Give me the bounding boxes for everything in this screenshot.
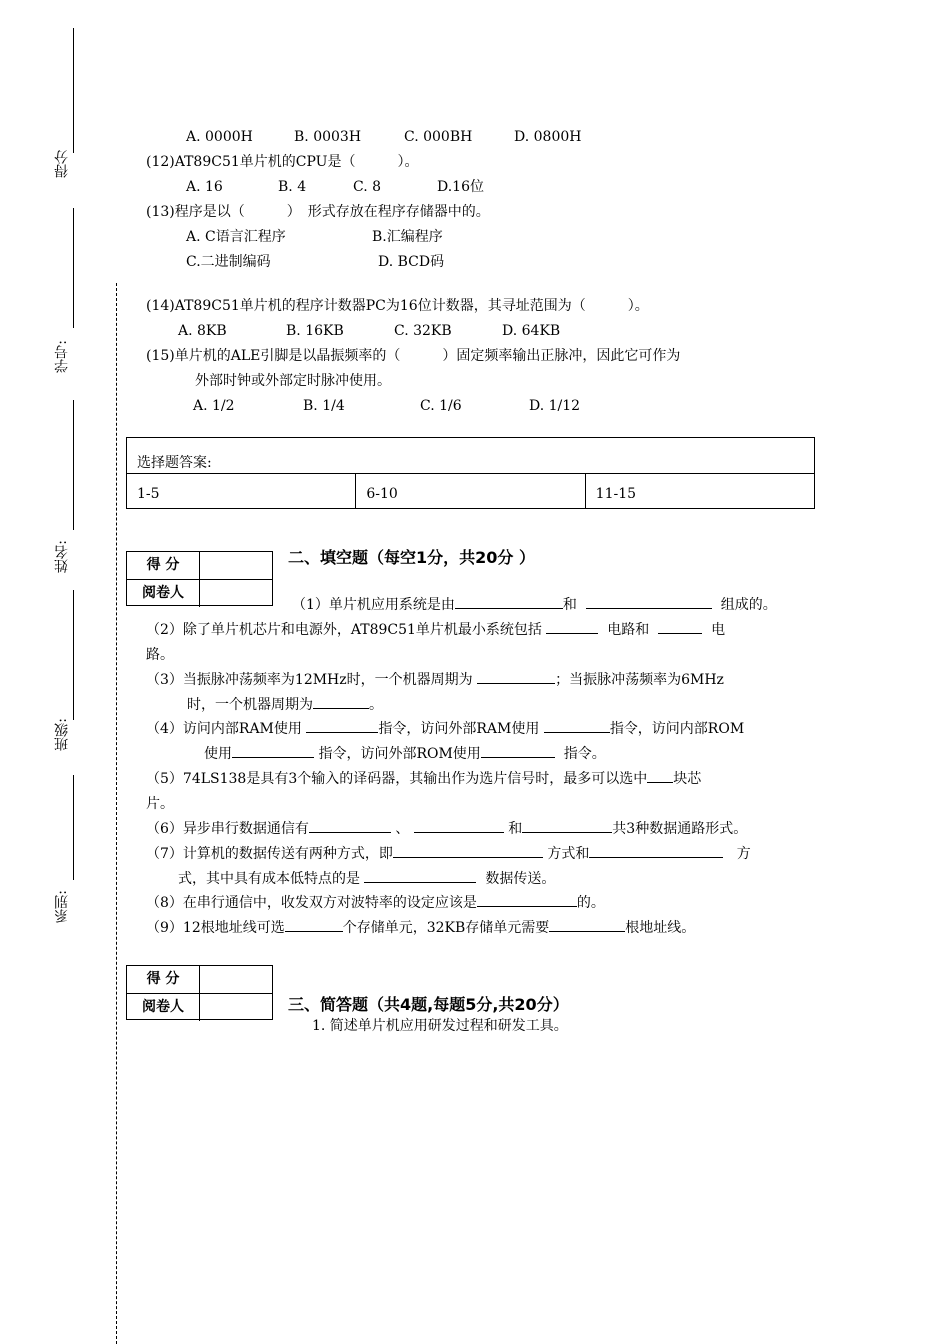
short-q1: 1. 简述单片机应用研发过程和研发工具。 [312, 1018, 568, 1034]
fill-q7 [146, 845, 751, 863]
grader-label: 阅卷人 [127, 994, 200, 1021]
option: D. 0800H [514, 129, 582, 145]
blank[interactable] [549, 919, 625, 932]
option: C. 000BH [404, 129, 473, 145]
text: 、 [395, 821, 410, 837]
score-value-cell[interactable] [200, 966, 272, 993]
text: 指令，访问外部ROM使用 [318, 746, 481, 762]
text: 电 [711, 622, 726, 638]
section-heading-fill: 二、填空题（每空1分，共20分 ） [288, 548, 535, 567]
text: 组成的。 [720, 597, 777, 613]
answer-table-row [127, 474, 814, 509]
margin-line-5 [73, 775, 74, 880]
blank[interactable] [455, 596, 563, 609]
q15-stem: (15)单片机的ALE引脚是以晶振频率的（ ）固定频率输出正脉冲，因此它可作为 [146, 348, 681, 364]
option: A. C语言汇程序 [186, 229, 286, 245]
text: （6）异步串行数据通信有 [146, 821, 309, 837]
q13-stem: (13)程序是以（ ） 形式存放在程序存储器中的。 [146, 204, 490, 220]
score-value-cell[interactable] [200, 552, 272, 579]
answer-cell-6-10[interactable]: 6-10 [356, 474, 585, 509]
margin-line-3 [73, 400, 74, 530]
text: 指令，访问外部RAM使用 [378, 721, 540, 737]
blank[interactable] [647, 770, 673, 783]
margin-label-class: 班级: [54, 718, 70, 751]
q12-stem: (12)AT89C51单片机的CPU是（ ）。 [146, 154, 419, 170]
text: 指令。 [563, 746, 606, 762]
option: D.16位 [437, 179, 484, 195]
fill-q7-cont [178, 870, 555, 888]
text: （7）计算机的数据传送有两种方式，即 [146, 846, 393, 862]
blank[interactable] [586, 596, 712, 609]
blank[interactable] [306, 720, 378, 733]
text: 方 [736, 846, 751, 862]
answer-cell-11-15[interactable]: 11-15 [595, 486, 637, 502]
fill-q5-cont: 片。 [146, 796, 174, 812]
option: C. 1/6 [420, 398, 462, 414]
blank[interactable] [414, 820, 504, 833]
grader-value-cell[interactable] [200, 580, 272, 607]
blank[interactable] [313, 696, 369, 709]
binding-dashed-line [116, 283, 117, 1344]
text: 个存储单元，32KB存储单元需要 [342, 920, 550, 936]
text: 共3种数据通路形式。 [612, 821, 748, 837]
text: 的。 [576, 895, 605, 911]
text: 指令，访问内部ROM [609, 721, 745, 737]
q15-options [193, 397, 580, 415]
option: B. 0003H [294, 129, 362, 145]
score-label: 得 分 [127, 966, 200, 993]
text: 块芯 [673, 771, 702, 787]
text: ；当振脉冲荡频率为6MHz [555, 672, 724, 688]
text: 数据传送。 [485, 871, 556, 887]
fill-q1 [292, 596, 777, 614]
q14-stem: (14)AT89C51单片机的程序计数器PC为16位计数器，其寻址范围为（ ）。 [146, 298, 649, 314]
fill-q3 [146, 671, 724, 689]
grader-label: 阅卷人 [127, 580, 200, 607]
answer-table-title: 选择题答案: [127, 438, 814, 474]
option: A. 16 [186, 179, 223, 195]
q11-options [186, 128, 581, 146]
fill-q2-cont: 路。 [146, 647, 174, 663]
q13-options-row1 [186, 228, 443, 246]
text: 使用 [204, 746, 232, 762]
text: （4）访问内部RAM使用 [146, 721, 302, 737]
q13-options-row2 [186, 253, 444, 271]
blank[interactable] [364, 870, 476, 883]
q12-options [186, 178, 484, 196]
fill-q3-cont [187, 696, 383, 714]
option: A. 8KB [178, 323, 227, 339]
text: （2）除了单片机芯片和电源外，AT89C51单片机最小系统包括 [146, 622, 542, 638]
margin-label-dept: 系别: [54, 890, 70, 923]
text: 根地址线。 [625, 920, 696, 936]
fill-q9 [146, 919, 695, 937]
fill-q4-cont [204, 745, 606, 763]
text: （5）74LS138是具有3个输入的译码器，其输出作为选片信号时，最多可以选中 [146, 771, 648, 787]
option: C.二进制编码 [186, 254, 271, 270]
blank[interactable] [546, 621, 598, 634]
option: C. 8 [353, 179, 382, 195]
option: A. 1/2 [193, 398, 235, 414]
text: （9）12根地址线可选 [146, 920, 285, 936]
blank[interactable] [393, 845, 543, 858]
text: （1）单片机应用系统是由 [292, 597, 455, 613]
score-box-short [126, 965, 273, 1020]
option: D. BCD码 [378, 254, 445, 270]
score-label: 得 分 [127, 552, 200, 579]
margin-line-4 [73, 590, 74, 720]
option: B. 1/4 [303, 398, 345, 414]
text: 和 [562, 597, 577, 613]
fill-q8 [146, 894, 605, 912]
blank[interactable] [522, 820, 612, 833]
blank[interactable] [481, 745, 555, 758]
answer-table [126, 437, 815, 509]
margin-label-score: 得分 [54, 150, 70, 178]
text: （3）当振脉冲荡频率为12MHz时，一个机器周期为 [146, 672, 473, 688]
option: B. 4 [278, 179, 307, 195]
option: C. 32KB [394, 323, 452, 339]
blank[interactable] [589, 845, 723, 858]
fill-q5 [146, 770, 701, 788]
text: 方式和 [547, 846, 590, 862]
score-box-fill [126, 551, 273, 606]
option: D. 1/12 [529, 398, 581, 414]
blank[interactable] [477, 671, 555, 684]
margin-label-student-id: 学号: [54, 340, 70, 373]
grader-value-cell[interactable] [200, 994, 272, 1021]
blank[interactable] [309, 820, 391, 833]
text: 时，一个机器周期为 [187, 697, 313, 713]
text: 电路和 [607, 622, 650, 638]
q15-stem-cont: 外部时钟或外部定时脉冲使用。 [195, 373, 391, 389]
text: 和 [508, 821, 523, 837]
option: B.汇编程序 [372, 229, 443, 245]
fill-q4 [146, 720, 744, 738]
text: 式，其中具有成本低特点的是 [178, 871, 360, 887]
section-heading-short: 三、简答题（共4题,每题5分,共20分） [288, 995, 569, 1014]
q14-options [178, 322, 560, 340]
blank[interactable] [232, 745, 314, 758]
fill-q2 [146, 621, 725, 639]
margin-line-2 [73, 208, 74, 328]
margin-label-name: 姓名: [54, 540, 70, 573]
text: （8）在串行通信中，收发双方对波特率的设定应该是 [146, 895, 477, 911]
text: 。 [369, 697, 383, 713]
blank[interactable] [658, 621, 702, 634]
option: B. 16KB [286, 323, 344, 339]
blank[interactable] [285, 919, 343, 932]
margin-line-1 [73, 28, 74, 153]
option: D. 64KB [502, 323, 561, 339]
option: A. 0000H [186, 129, 253, 145]
blank[interactable] [544, 720, 610, 733]
answer-cell-1-5[interactable]: 1-5 [127, 474, 356, 509]
fill-q6 [146, 820, 747, 838]
blank[interactable] [477, 894, 577, 907]
